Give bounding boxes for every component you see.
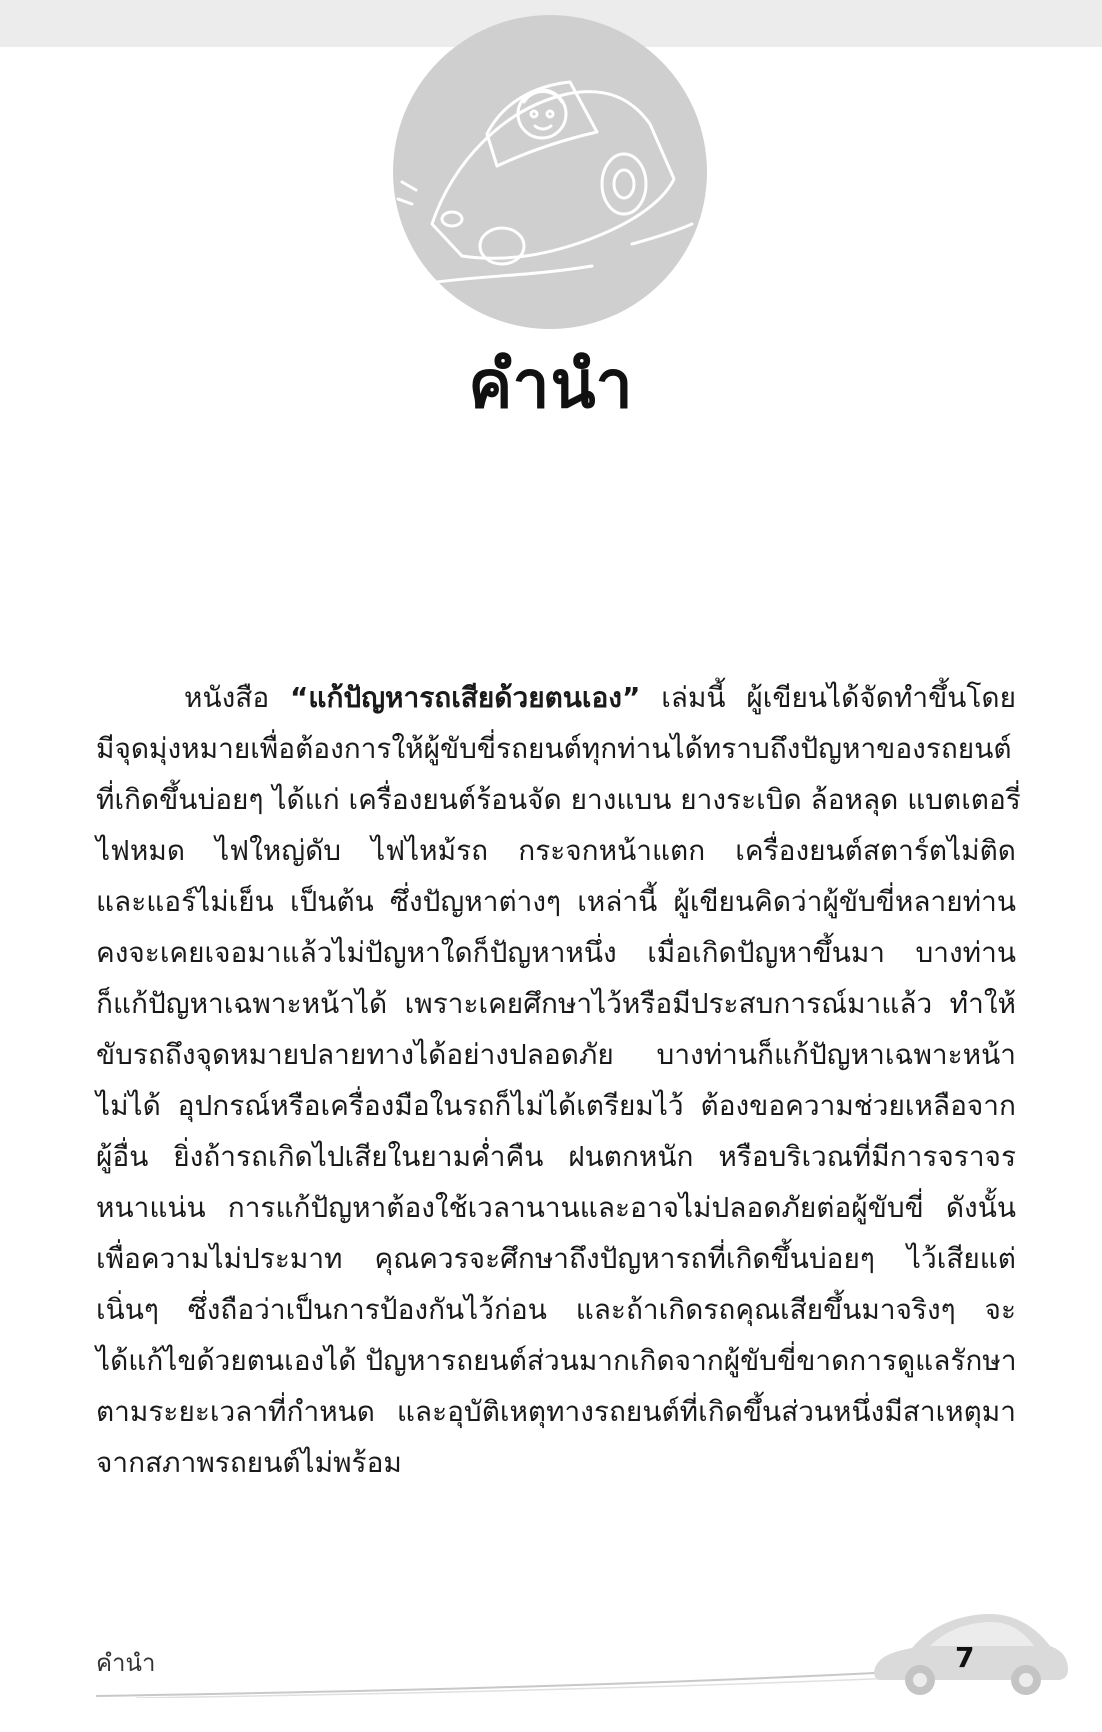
preface-line: มีจุดมุ่งหมายเพื่อต้องการให้ผู้ขับขี่รถยนต์ทุกท่านได้ทราบถึงปัญหาของรถยนต์ <box>96 732 1012 765</box>
preface-line <box>96 672 1016 723</box>
preface-line: เพื่อความไม่ประมาท คุณควรจะศึกษาถึงปัญหารถที่เกิดขึ้นบ่อยๆ ไว้เสียแต่ <box>96 1242 1016 1275</box>
preface-line: ได้แก้ไขด้วยตนเองได้ ปัญหารถยนต์ส่วนมากเกิดจากผู้ขับขี่ขาดการดูแลรักษา <box>96 1344 1017 1377</box>
preface-line: ที่เกิดขึ้นบ่อยๆ ได้แก่ เครื่องยนต์ร้อนจัด ยางแบน ยางระเบิด ล้อหลุด แบตเตอรี่ <box>96 783 1021 816</box>
preface-line: เนิ่นๆ ซึ่งถือว่าเป็นการป้องกันไว้ก่อน และถ้าเกิดรถคุณเสียขึ้นมาจริงๆ จะ <box>96 1293 1016 1326</box>
page-number: 7 <box>955 1641 975 1674</box>
preface-body <box>96 672 1021 1488</box>
footer-swoosh-line <box>96 1658 896 1698</box>
preface-line: ผู้อื่น ยิ่งถ้ารถเกิดไปเสียในยามค่ำคืน ฝนตกหนัก หรือบริเวณที่มีการจราจร <box>96 1140 1016 1173</box>
book-title: “แก้ปัญหารถเสียด้วยตนเอง” <box>290 681 641 714</box>
page-title: คำนำ <box>468 346 634 423</box>
preface-line: หนาแน่น การแก้ปัญหาต้องใช้เวลานานและอาจไม่ปลอดภัยต่อผู้ขับขี่ ดังนั้น <box>96 1191 1016 1224</box>
first-line-lead: หนังสือ <box>184 681 291 714</box>
first-line-rest: เล่มนี้ ผู้เขียนได้จัดทำขึ้นโดย <box>640 681 1016 714</box>
footer-section-label: คำนำ <box>96 1649 156 1677</box>
car-driver-illustration-icon <box>392 14 708 330</box>
preface-line: และแอร์ไม่เย็น เป็นต้น ซึ่งปัญหาต่างๆ เหล่านี้ ผู้เขียนคิดว่าผู้ขับขี่หลายท่าน <box>96 885 1016 918</box>
preface-line: ขับรถถึงจุดหมายปลายทางได้อย่างปลอดภัย บางท่านก็แก้ปัญหาเฉพาะหน้า <box>96 1038 1016 1071</box>
preface-last-line: จากสภาพรถยนต์ไม่พร้อม <box>96 1446 402 1479</box>
preface-line: ก็แก้ปัญหาเฉพาะหน้าได้ เพราะเคยศึกษาไว้หรือมีประสบการณ์มาแล้ว ทำให้ <box>96 987 1016 1020</box>
preface-line: คงจะเคยเจอมาแล้วไม่ปัญหาใดก็ปัญหาหนึ่ง เมื่อเกิดปัญหาขึ้นมา บางท่าน <box>96 936 1016 969</box>
preface-line: ตามระยะเวลาที่กำหนด และอุบัติเหตุทางรถยนต์ที่เกิดขึ้นส่วนหนึ่งมีสาเหตุมา <box>96 1395 1016 1428</box>
preface-line: ไม่ได้ อุปกรณ์หรือเครื่องมือในรถก็ไม่ได้เตรียมไว้ ต้องขอความช่วยเหลือจาก <box>96 1089 1016 1122</box>
preface-line: ไฟหมด ไฟใหญ่ดับ ไฟไหม้รถ กระจกหน้าแตก เครื่องยนต์สตาร์ตไม่ติด <box>96 834 1016 867</box>
